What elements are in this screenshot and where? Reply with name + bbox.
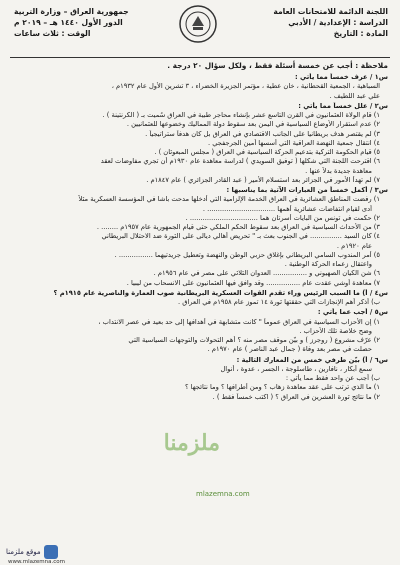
question-heading: س٥ / أجب عما يأتي :: [317, 308, 388, 317]
question-line: سمع أبكار ، نافارين ، طاسلوجة ، الجسر ، عدوة ، أنوال: [220, 364, 372, 373]
question-line: ٦) اقترحت اللجنة التي شكلها ( توفيق السويدي ) لدراسة معاهدة عام ١٩٣٠م أن تجري مفاوضات لعقد: [100, 157, 380, 166]
footer-brand-text: موقع ملزمنا: [6, 548, 41, 556]
question-line: ٧) لم تهدأ الأمور في الجزائر بعد استسلام الأمير ( عبد القادر الجزائري ) عام ١٨٤٧م .: [146, 175, 380, 184]
question-line: علي عبد اللطيف .: [329, 91, 380, 100]
subject-name: المادة : التاريخ: [333, 29, 388, 38]
question-line: ٤) انتقال جمعية النهضة العراقية التي أسسها أمين الجرجفجي .: [207, 138, 380, 147]
exam-questions: [10, 72, 388, 402]
header-divider: [10, 57, 390, 58]
ministry-name: جمهورية العراق – وزارة التربية: [14, 7, 129, 16]
question-heading: س٢ / علل خمساً مما يأتي :: [298, 101, 388, 110]
study-branch: الدراسة : الإعدادية / الأدبي: [288, 18, 388, 27]
header-right: [273, 6, 388, 39]
site-logo-icon: [44, 545, 58, 559]
watermark-url: mlazemna.com: [196, 490, 250, 498]
header-left: [14, 6, 129, 39]
question-line: ب) أذكر أهم الإنجازات التي حققتها ثورة ١٤ تموز عام ١٩٥٨م في العراق .: [178, 298, 380, 306]
question-line: ٢) عدم استقرار الأوضاع السياسية في اليمن بعد سقوط دولة المماليك وخضوعها للعثمانيين .: [126, 120, 380, 129]
committee-name: اللجنة الدائمة للامتحانات العامة: [273, 7, 388, 16]
footer-brand: [6, 545, 58, 559]
exam-duration: الوقت : ثلاث ساعات: [14, 29, 91, 38]
question-line: معاهدة جديدة بدلاً عنها .: [305, 166, 372, 175]
question-line: ٤) كان السيد ............... في الجنوب بعث بـ " تحريض أهالي ديالى على الثورة ضد الاحتلال البريطاني: [101, 232, 380, 241]
question-line: ٣) من الأحداث السياسية في العراق بعد سقوط الحكم الملكي حتى قيام الجمهورية عام ١٩٥٧م ........ .: [96, 223, 380, 231]
question-line: وضح خلاصة تلك الأحزاب .: [299, 326, 372, 335]
question-line: حصلت في مصر بعد وفاة ( جمال عبد الناصر ) عام ١٩٧٠م .: [207, 345, 372, 354]
question-line: ١) رفضت المناطق العشائرية في العراق الخدمة الإلزامية التي أدخلها مدحت باشا في المؤسسة العسكرية مثلاً: [78, 195, 380, 204]
question-line: ١) ما الذي ترتب على عقد معاهدة زهاب ؟ ومن أطرافها ؟ وما نتائجها ؟: [184, 383, 380, 392]
question-line: ٧) معاهدة أوشي عقدت عام ................ وقد وافق فيها العثمانيون على الانسحاب من ليبيا .: [126, 278, 380, 287]
question-heading: س٦ / أ) بيّن طرفي خمس من المعارك التالية :: [236, 355, 388, 364]
footer-url: www.mlazemna.com: [8, 559, 65, 565]
question-line: ١) قام الولاة العثمانيون في القرن التاسع عشر بإنشاء محاجر طبية في العراق سُميت بـ ( الكرنتينة ) .: [102, 111, 380, 119]
question-line: ١) إن الأحزاب السياسية في العراق عموماً " كانت متشابهة في أهدافها إلى حد بعيد في عصر الانتداب ،: [98, 317, 380, 326]
question-line: ب) أجب عن واحد فقط مما يأتي :: [285, 374, 380, 382]
question-line: عام ١٩٢٠م .: [336, 241, 372, 250]
question-line: ٥) قيام الحكومة التركية بتدعيم الحركة السياسية في العراق ( مجلس المبعوثان ) .: [154, 148, 380, 156]
question-line: ٢) عرّف مشروع ( روجرز ) و بيّن موقف مصر منه ؟ أهم التحولات والتوجهات السياسية التي: [128, 336, 380, 344]
question-heading: س٤ / أ) ما السبب الرئيس وراء تقدم القوات العسكرية البريطانية صوب العمارة والناصرية عام ١٩١٥م ؟: [53, 288, 388, 297]
question-line: ٢) ما نتائج ثورة العشرين في العراق ؟ ( اكتب خمساً فقط ) .: [212, 392, 380, 401]
question-line: السباهية ، الجمعية القحطانية ، خان عطية ، مؤتمر الجزيرة الخضراء ، ٣ تشرين الأول عام ١٩٣٢م ،: [111, 82, 380, 91]
question-heading: س١ / عرف خمساً مما يأتي :: [295, 73, 388, 81]
exam-session: الدور الأول ١٤٤٠ هـ – ٢٠١٩ م: [14, 18, 123, 27]
question-line: ٢) حكمت في تونس من البايات أسرتان هما ................................ .: [185, 213, 380, 222]
watermark-logo: [150, 430, 220, 490]
watermark-text: ملزمنا: [163, 430, 220, 456]
question-line: ٦) شن الكيان الصهيوني و ................ العدوان الثلاثي على مصر في عام ١٩٥٦م .: [153, 269, 380, 278]
ministry-seal-icon: [178, 4, 218, 44]
question-line: ٥) أمر المندوب السامي البريطاني بإغلاق حزبي الوطن والنهضة وتعطيل جريدتيهما ................ .: [114, 250, 380, 259]
question-line: واعتقال زعماء الحركة الوطنية .: [284, 260, 372, 268]
exam-note: ملاحظة : أجب عن خمسة أسئلة فقط ، ولكل سؤال ٢٠ درجة .: [167, 61, 388, 70]
question-line: ٣) لم يقتصر هدف بريطانيا على الجانب الاقتصادي في العراق بل كان هدفاً ستراتيجياً .: [145, 129, 380, 138]
question-line: أدى لقيام انتفاضات عشائرية أهمها ................................ .: [202, 204, 372, 213]
question-heading: س٣ / أكمل خمساً من العبارات الآتية بما يناسبها :: [226, 186, 388, 194]
